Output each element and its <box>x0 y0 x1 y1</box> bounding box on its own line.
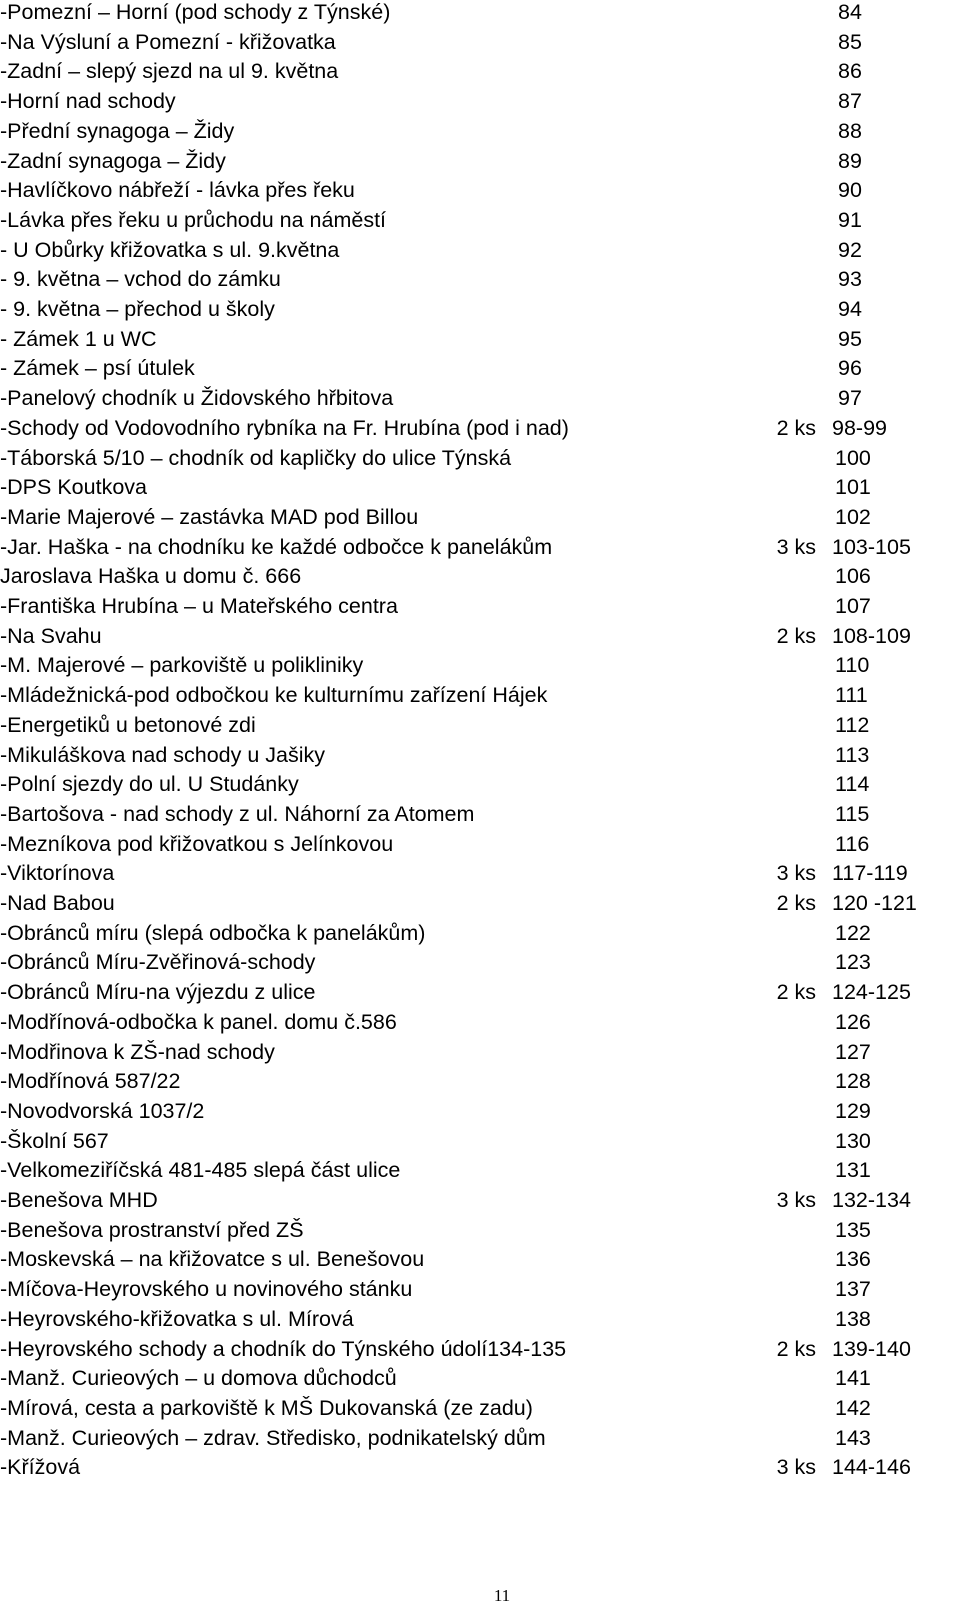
item-quantity: 2 ks <box>776 891 816 915</box>
item-number: 102 <box>835 504 871 529</box>
item-text: -Lávka přes řeku u průchodu na náměstí <box>0 207 387 232</box>
item-text: -Obránců míru (slepá odbočka k panelákům) <box>0 920 426 945</box>
item-text: -Školní 567 <box>0 1128 109 1153</box>
list-item <box>0 1393 960 1423</box>
item-number: 111 <box>835 683 868 708</box>
item-text: -Obránců Míru-na výjezdu z ulice <box>0 980 316 1005</box>
item-text: -Na Výsluní a Pomezní - křižovatka <box>0 29 336 54</box>
item-number: 92 <box>838 237 862 262</box>
item-number: 89 <box>838 148 862 173</box>
item-number: 106 <box>835 564 871 589</box>
list-item <box>0 443 960 473</box>
item-text: -Mezníkova pod křižovatkou s Jelínkovou <box>0 831 394 856</box>
list-item <box>0 1363 960 1393</box>
list-item <box>0 1244 960 1274</box>
item-text: -Pomezní – Horní (pod schody z Týnské) <box>0 0 391 24</box>
item-number: 108-109 <box>832 623 911 648</box>
item-text: - 9. května – vchod do zámku <box>0 267 281 292</box>
list-item <box>0 532 960 562</box>
item-number: 87 <box>838 89 862 114</box>
item-number: 123 <box>835 950 871 975</box>
list-item <box>0 1452 960 1482</box>
list-item <box>0 1126 960 1156</box>
item-text: -Horní nad schody <box>0 89 176 114</box>
item-text: -Heyrovského schody a chodník do Týnského údolí134-135 <box>0 1336 567 1361</box>
list-item <box>0 146 960 176</box>
item-text: -Manž. Curieových – u domova důchodců <box>0 1366 397 1391</box>
item-quantity: 3 ks <box>776 861 816 886</box>
list-item <box>0 294 960 324</box>
list-item <box>0 205 960 235</box>
item-text: - Zámek 1 u WC <box>0 326 157 351</box>
item-number: 131 <box>835 1158 871 1183</box>
item-text: -Bartošova - nad schody z ul. Náhorní za Atomem <box>0 801 475 826</box>
list-item <box>0 413 960 443</box>
list-item <box>0 680 960 710</box>
item-number: 101 <box>835 475 871 500</box>
item-text: -Křížová <box>0 1455 81 1480</box>
item-number: 117-119 <box>832 861 908 886</box>
item-number: 100 <box>835 445 871 470</box>
item-quantity: 3 ks <box>776 1455 816 1480</box>
item-text: -Jar. Haška - na chodníku ke každé odbočce k panelákům <box>0 534 553 559</box>
item-text: -Modřínová-odbočka k panel. domu č.586 <box>0 1009 397 1034</box>
list-item <box>0 829 960 859</box>
list-item <box>0 1185 960 1215</box>
item-number: 86 <box>838 59 862 84</box>
list-item <box>0 353 960 383</box>
item-number: 93 <box>838 267 862 292</box>
list-item <box>0 799 960 829</box>
item-number: 113 <box>835 742 870 767</box>
item-text: -Modřinova k ZŠ-nad schody <box>0 1039 275 1064</box>
item-text: -Panelový chodník u Židovského hřbitova <box>0 386 394 411</box>
item-text: -Mikuláškova nad schody u Jašiky <box>0 742 326 767</box>
list-item <box>0 502 960 532</box>
item-number: 120 -121 <box>832 891 917 915</box>
item-text: - U Obůrky křižovatka s ul. 9.května <box>0 237 340 262</box>
item-text: -Manž. Curieových – zdrav. Středisko, podnikatelský dům <box>0 1425 546 1450</box>
list-item <box>0 324 960 354</box>
item-number: 122 <box>835 920 871 945</box>
list-item <box>0 1304 960 1334</box>
item-number: 137 <box>835 1277 871 1302</box>
item-text: -Moskevská – na křižovatce s ul. Benešovou <box>0 1247 425 1272</box>
list-item <box>0 858 960 888</box>
item-text: -Obránců Míru-Zvěřinová-schody <box>0 950 316 975</box>
item-number: 136 <box>835 1247 871 1272</box>
item-text: -Nad Babou <box>0 891 115 915</box>
item-text: -Viktorínova <box>0 861 115 886</box>
item-text: -Na Svahu <box>0 623 102 648</box>
list-item <box>0 1096 960 1126</box>
list-item <box>0 56 960 86</box>
item-number: 126 <box>835 1009 871 1034</box>
item-quantity: 2 ks <box>776 980 816 1005</box>
item-number: 107 <box>835 594 871 618</box>
item-number: 110 <box>835 653 870 678</box>
item-text: -Polní sjezdy do ul. U Studánky <box>0 772 299 797</box>
item-text: -Benešova prostranství před ZŠ <box>0 1217 304 1242</box>
item-quantity: 2 ks <box>776 415 816 440</box>
item-number: 139-140 <box>832 1336 911 1361</box>
item-number: 142 <box>835 1395 871 1420</box>
item-text: -Velkomeziříčská 481-485 slepá část ulice <box>0 1158 401 1183</box>
list-item <box>0 1334 960 1364</box>
list-item <box>0 918 960 948</box>
item-number: 129 <box>835 1098 871 1123</box>
list-item <box>0 591 960 621</box>
list-item <box>0 621 960 651</box>
item-number: 116 <box>835 831 870 856</box>
item-number: 135 <box>835 1217 871 1242</box>
list-item <box>0 769 960 799</box>
item-number: 112 <box>835 712 870 737</box>
item-number: 128 <box>835 1069 871 1094</box>
list-item <box>0 561 960 591</box>
item-quantity: 3 ks <box>776 1188 816 1212</box>
list-item <box>0 0 960 27</box>
item-number: 94 <box>838 297 862 321</box>
list-item <box>0 1423 960 1453</box>
item-number: 127 <box>835 1039 871 1064</box>
item-text: -Heyrovského-křižovatka s ul. Mírová <box>0 1306 354 1331</box>
item-text: -Přední synagoga – Židy <box>0 118 235 143</box>
item-quantity: 2 ks <box>776 623 816 648</box>
list-item <box>0 1066 960 1096</box>
item-number: 90 <box>838 178 862 203</box>
item-number: 124-125 <box>832 980 911 1005</box>
item-text: Jaroslava Haška u domu č. 666 <box>0 564 302 589</box>
item-text: -Novodvorská 1037/2 <box>0 1098 205 1123</box>
list-item <box>0 116 960 146</box>
item-number: 143 <box>835 1425 871 1450</box>
item-text: -Schody od Vodovodního rybníka na Fr. Hrubína (pod i nad) <box>0 415 569 440</box>
item-number: 103-105 <box>832 534 911 559</box>
list-item <box>0 1007 960 1037</box>
list-item <box>0 888 960 918</box>
item-text: -Františka Hrubína – u Mateřského centra <box>0 594 398 618</box>
item-quantity: 2 ks <box>776 1336 816 1361</box>
item-number: 132-134 <box>832 1188 911 1212</box>
item-text: -Modřínová 587/22 <box>0 1069 181 1094</box>
item-number: 144-146 <box>832 1455 911 1480</box>
list-item <box>0 175 960 205</box>
list-item <box>0 977 960 1007</box>
item-number: 97 <box>838 386 862 411</box>
list-item <box>0 1037 960 1067</box>
list-item <box>0 740 960 770</box>
list-item <box>0 710 960 740</box>
item-text: -Mírová, cesta a parkoviště k MŠ Dukovanská (ze zadu) <box>0 1395 533 1420</box>
item-number: 114 <box>835 772 870 797</box>
item-text: - Zámek – psí útulek <box>0 356 195 381</box>
item-number: 88 <box>838 118 862 143</box>
item-text: -M. Majerové – parkoviště u polikliniky <box>0 653 364 678</box>
item-number: 95 <box>838 326 862 351</box>
item-number: 138 <box>835 1306 871 1331</box>
list-item <box>0 650 960 680</box>
item-text: -Marie Majerové – zastávka MAD pod Billou <box>0 504 419 529</box>
item-number: 91 <box>838 207 862 232</box>
list-item <box>0 1155 960 1185</box>
item-number: 141 <box>835 1366 871 1391</box>
item-text: -Energetiků u betonové zdi <box>0 712 256 737</box>
item-text: -Mládežnická-pod odbočkou ke kulturnímu zařízení Hájek <box>0 683 548 708</box>
list-item <box>0 235 960 265</box>
item-text: -Benešova MHD <box>0 1188 158 1212</box>
item-number: 84 <box>838 0 862 24</box>
item-text: -Táborská 5/10 – chodník od kapličky do ulice Týnská <box>0 445 512 470</box>
list-item <box>0 383 960 413</box>
list-item <box>0 1274 960 1304</box>
page-number: 11 <box>493 1586 511 1605</box>
list-item <box>0 264 960 294</box>
item-number: 85 <box>838 29 862 54</box>
item-number: 115 <box>835 801 870 826</box>
item-text: -Zadní synagoga – Židy <box>0 148 226 173</box>
item-text: -Zadní – slepý sjezd na ul 9. května <box>0 59 339 84</box>
item-quantity: 3 ks <box>776 534 816 559</box>
list-item <box>0 947 960 977</box>
list-item <box>0 27 960 57</box>
item-text: -DPS Koutkova <box>0 475 147 500</box>
item-text: -Míčova-Heyrovského u novinového stánku <box>0 1277 413 1302</box>
item-number: 96 <box>838 356 862 381</box>
item-number: 98-99 <box>832 415 887 440</box>
item-text: -Havlíčkovo nábřeží - lávka přes řeku <box>0 178 355 203</box>
list-item <box>0 86 960 116</box>
item-text: - 9. května – přechod u školy <box>0 297 275 321</box>
list-item <box>0 1215 960 1245</box>
list-item <box>0 472 960 502</box>
item-number: 130 <box>835 1128 871 1153</box>
